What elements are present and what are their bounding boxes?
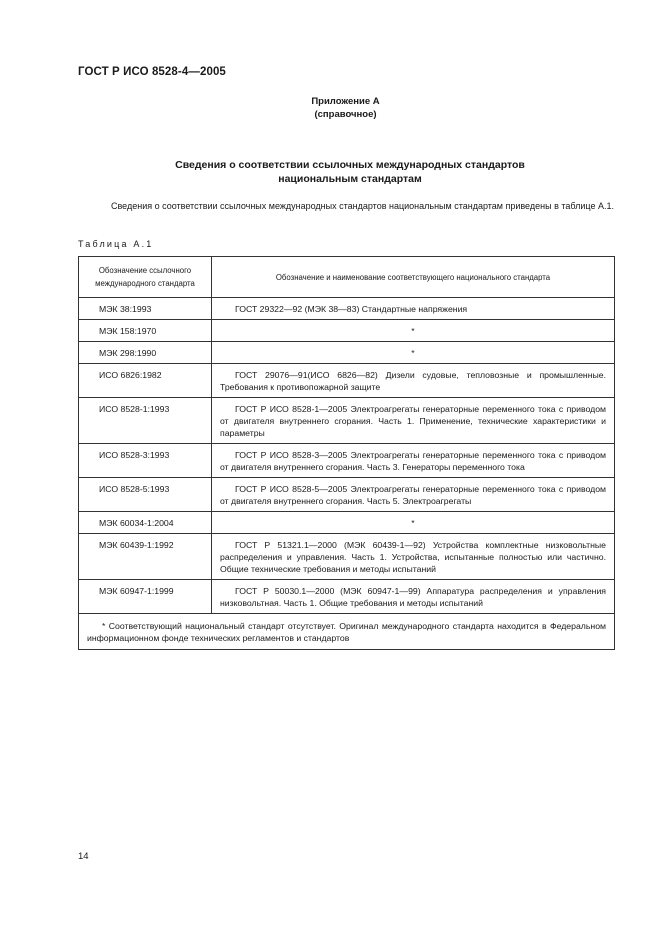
table-header-row xyxy=(79,257,615,298)
national-standard: ГОСТ Р 51321.1—2000 (МЭК 60439-1—92) Устройства комплектные низковольтные распределения и управления. Часть 1. Устройства, испытанные полностью или частично. Общие технические требования и методы испытаний xyxy=(220,540,606,574)
appendix-title: Приложение А xyxy=(311,96,380,107)
table-row xyxy=(79,534,615,580)
page-number: 14 xyxy=(78,851,89,862)
national-standard: ГОСТ Р ИСО 8528-5—2005 Электроагрегаты генераторные переменного тока с приводом от двигателя внутреннего сгорания. Часть 5. Электроагрегаты xyxy=(220,484,606,506)
table-row xyxy=(79,342,615,364)
national-standard: ГОСТ Р ИСО 8528-1—2005 Электроагрегаты генераторные переменного тока с приводом от двигателя внутреннего сгорания. Часть 1. Применение, технические характеристики и параметры xyxy=(220,404,606,438)
international-code: ИСО 8528-3:1993 xyxy=(79,444,212,478)
intro-paragraph: Сведения о соответствии ссылочных международных стандартов национальным стандартам приведены в таблице А.1. xyxy=(111,201,614,211)
table-row xyxy=(79,478,615,512)
international-code: МЭК 158:1970 xyxy=(79,320,212,342)
national-standard: ГОСТ Р ИСО 8528-3—2005 Электроагрегаты генераторные переменного тока с приводом от двигателя внутреннего сгорания. Часть 3. Генераторы переменного тока xyxy=(220,450,606,472)
header-international-standard: Обозначение ссылочного международного стандарта xyxy=(79,257,212,298)
international-code: МЭК 60439-1:1992 xyxy=(79,534,212,580)
national-standard-missing: * xyxy=(212,342,615,364)
international-code: ИСО 8528-5:1993 xyxy=(79,478,212,512)
international-code: МЭК 60947-1:1999 xyxy=(79,580,212,614)
national-standard-missing: * xyxy=(212,320,615,342)
international-code: ИСО 6826:1982 xyxy=(79,364,212,398)
national-standard: ГОСТ Р 50030.1—2000 (МЭК 60947-1—99) Аппаратура распределения и управления низковольтная. Часть 1. Общие требования и методы испытаний xyxy=(220,586,606,608)
table-row xyxy=(79,298,615,320)
national-standard: ГОСТ 29322—92 (МЭК 38—83) Стандартные напряжения xyxy=(235,304,468,314)
international-code: МЭК 60034-1:2004 xyxy=(79,512,212,534)
table-caption: Таблица А.1 xyxy=(78,239,154,249)
appendix-kind: (справочное) xyxy=(314,109,377,120)
national-standard-missing: * xyxy=(212,512,615,534)
table-footnote: * Соответствующий национальный стандарт отсутствует. Оригинал международного стандарта находится в Федеральном информационном фонде технических регламентов и стандартов xyxy=(87,621,606,643)
international-code: ИСО 8528-1:1993 xyxy=(79,398,212,444)
section-heading-line-1: Сведения о соответствии ссылочных международных стандартов xyxy=(175,159,525,171)
table-footnote-row xyxy=(79,614,615,650)
table-row xyxy=(79,364,615,398)
correspondence-table xyxy=(78,256,615,650)
section-heading xyxy=(100,158,600,186)
table-row xyxy=(79,580,615,614)
national-standard: ГОСТ 29076—91(ИСО 6826—82) Дизели судовые, тепловозные и промышленные. Требования к противопожарной защите xyxy=(220,370,606,392)
table-row xyxy=(79,398,615,444)
section-heading-line-2: национальным стандартам xyxy=(278,173,422,185)
table-row xyxy=(79,320,615,342)
table-row xyxy=(79,512,615,534)
international-code: МЭК 38:1993 xyxy=(79,298,212,320)
appendix-label xyxy=(0,95,661,121)
document-code: ГОСТ Р ИСО 8528-4—2005 xyxy=(78,66,226,78)
table-row xyxy=(79,444,615,478)
international-code: МЭК 298:1990 xyxy=(79,342,212,364)
header-national-standard: Обозначение и наименование соответствующего национального стандарта xyxy=(212,257,615,298)
